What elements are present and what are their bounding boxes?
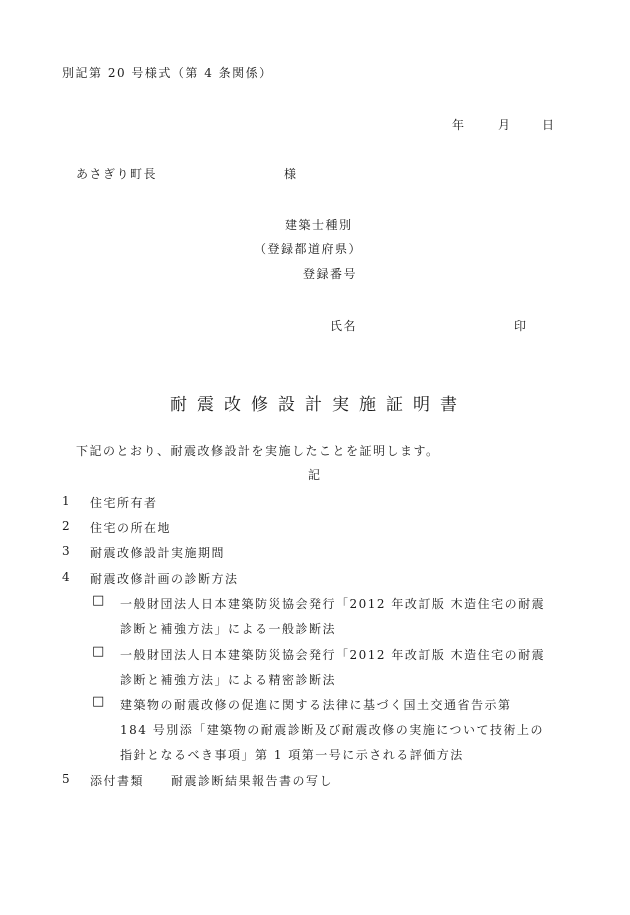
option-text: 一般財団法人日本建築防災協会発行「2012 年改訂版 木造住宅の耐震 xyxy=(120,648,546,662)
item-text: 添付書類 耐震診断結果報告書の写し xyxy=(90,774,334,788)
item-text: 耐震改修設計実施期間 xyxy=(90,546,226,560)
date-month-label: 月 xyxy=(498,118,512,132)
option-text: 184 号別添「建築物の耐震診断及び耐震改修の実施について技術上の xyxy=(120,723,544,737)
option-text: 診断と補強方法」による精密診断法 xyxy=(120,673,337,687)
architect-prefecture-label: （登録都道府県） xyxy=(254,242,363,256)
architect-type-label: 建築士種別 xyxy=(285,218,353,232)
item-number: 1 xyxy=(62,494,70,508)
item-number: 2 xyxy=(62,519,70,533)
checkbox[interactable]: □ xyxy=(92,644,105,659)
item-number: 5 xyxy=(62,772,70,786)
form-header: 別記第 20 号様式（第 4 条関係） xyxy=(62,66,273,80)
intro-text: 下記のとおり、耐震改修設計を実施したことを証明します。 xyxy=(76,444,440,458)
option-text: 一般財団法人日本建築防災協会発行「2012 年改訂版 木造住宅の耐震 xyxy=(120,597,546,611)
architect-name-label: 氏名 xyxy=(330,319,358,333)
document-title: 耐震改修設計実施証明書 xyxy=(170,395,467,415)
ki-label: 記 xyxy=(308,468,322,482)
option-text: 診断と補強方法」による一般診断法 xyxy=(120,622,337,636)
option-text: 建築物の耐震改修の促進に関する法律に基づく国土交通省告示第 xyxy=(120,698,512,712)
seal-mark: 印 xyxy=(514,319,528,333)
item-text: 住宅所有者 xyxy=(90,496,158,510)
item-number: 3 xyxy=(62,544,70,558)
checkbox[interactable]: □ xyxy=(92,694,105,709)
checkbox[interactable]: □ xyxy=(92,593,105,608)
date-day-label: 日 xyxy=(542,118,556,132)
option-text: 指針となるべき事項」第 1 項第一号に示される評価方法 xyxy=(120,748,464,762)
item-text: 耐震改修計画の診断方法 xyxy=(90,572,239,586)
architect-registration-label: 登録番号 xyxy=(303,267,358,281)
addressee-name: あさぎり町長 xyxy=(76,167,158,181)
date-year-label: 年 xyxy=(452,118,466,132)
item-text: 住宅の所在地 xyxy=(90,521,172,535)
addressee-honorific: 様 xyxy=(284,167,298,181)
item-number: 4 xyxy=(62,570,70,584)
